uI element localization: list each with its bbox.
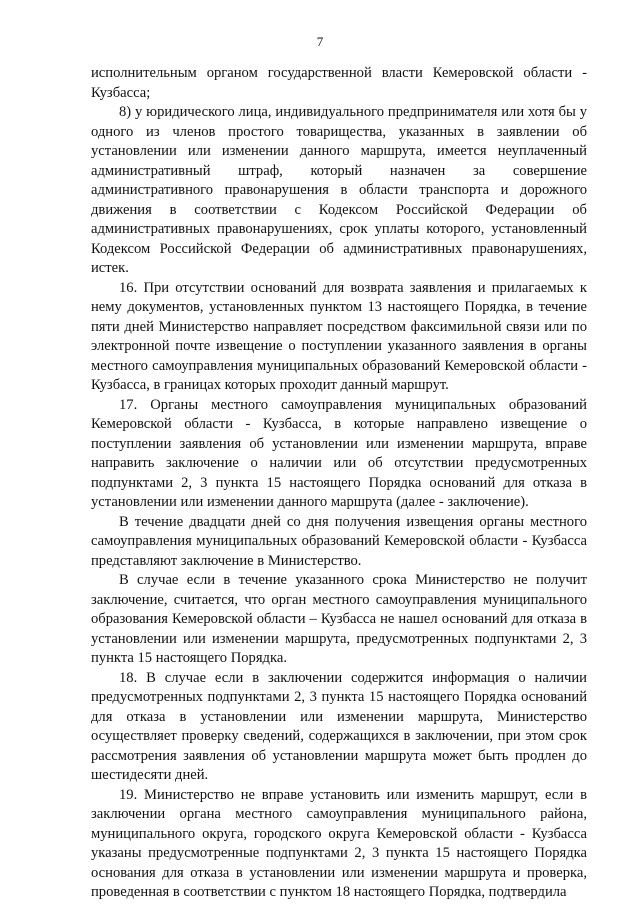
paragraph-17-no-response: В случае если в течение указанного срока Министерство не получит заключение, считается, что орган местного самоуправления муниципального образования Кемеровской области – Кузбасса не нашел оснований для отказа в установлении или изменении маршрута, предусмотренных подпунктами 2, 3 пункта 15 настоящего Порядка.: [91, 572, 587, 666]
document-body: [91, 64, 587, 903]
page-number: 7: [316, 34, 324, 49]
paragraph-19: 19. Министерство не вправе установить или изменить маршрут, если в заключении органа местного самоуправления муниципального района, муниципального округа, городского округа Кемеровской области - Кузбасса указаны предусмотренные подпунктами 2, 3 пункта 15 настоящего Порядка основания для отказа в установлении или изменении маршрута и проверка, проведенная в соответствии с пунктом 18 настоящего Порядка, подтвердила: [91, 786, 587, 900]
paragraph-17: 17. Органы местного самоуправления муниципальных образований Кемеровской области - Кузбасса, в которые направлено извещение о поступлении заявления об установлении или изменении маршрута, вправе направить заключение о наличии или об отсутствии предусмотренных подпунктами 2, 3 пункта 15 настоящего Порядка оснований для отказа в установлении или изменении данного маршрута (далее - заключение).: [91, 396, 587, 510]
paragraph-17-deadline: В течение двадцати дней со дня получения извещения органы местного самоуправления муниципальных образований Кемеровской области - Кузбасса представляют заключение в Министерство.: [91, 513, 587, 569]
paragraph-item-8: 8) у юридического лица, индивидуального предпринимателя или хотя бы у одного из членов простого товарищества, указанных в заявлении об установлении или изменении данного маршрута, имеется неуплаченный административный штраф, который назначен за совершение административного правонарушения в области транспорта и дорожного движения в соответствии с Кодексом Российской Федерации об административных правонарушениях, срок уплаты которого, установленный Кодексом Российской Федерации об административных правонарушениях, истек.: [91, 104, 587, 276]
paragraph-18: 18. В случае если в заключении содержится информация о наличии предусмотренных подпунктами 2, 3 пункта 15 настоящего Порядка оснований для отказа в установлении или изменении маршрута, Министерство осуществляет проверку сведений, содержащихся в заключении, при этом срок рассмотрения заявления об установлении маршрута может быть продлен до шестидесяти дней.: [91, 669, 587, 783]
paragraph-16: 16. При отсутствии оснований для возврата заявления и прилагаемых к нему документов, установленных пунктом 13 настоящего Порядка, в течение пяти дней Министерство направляет посредством факсимильной связи или по электронной почте извещение о поступлении указанного заявления в органы местного самоуправления муниципальных образований Кемеровской области - Кузбасса, в границах которых проходит данный маршрут.: [91, 279, 587, 393]
paragraph-continuation: исполнительным органом государственной власти Кемеровской области - Кузбасса;: [91, 65, 587, 101]
